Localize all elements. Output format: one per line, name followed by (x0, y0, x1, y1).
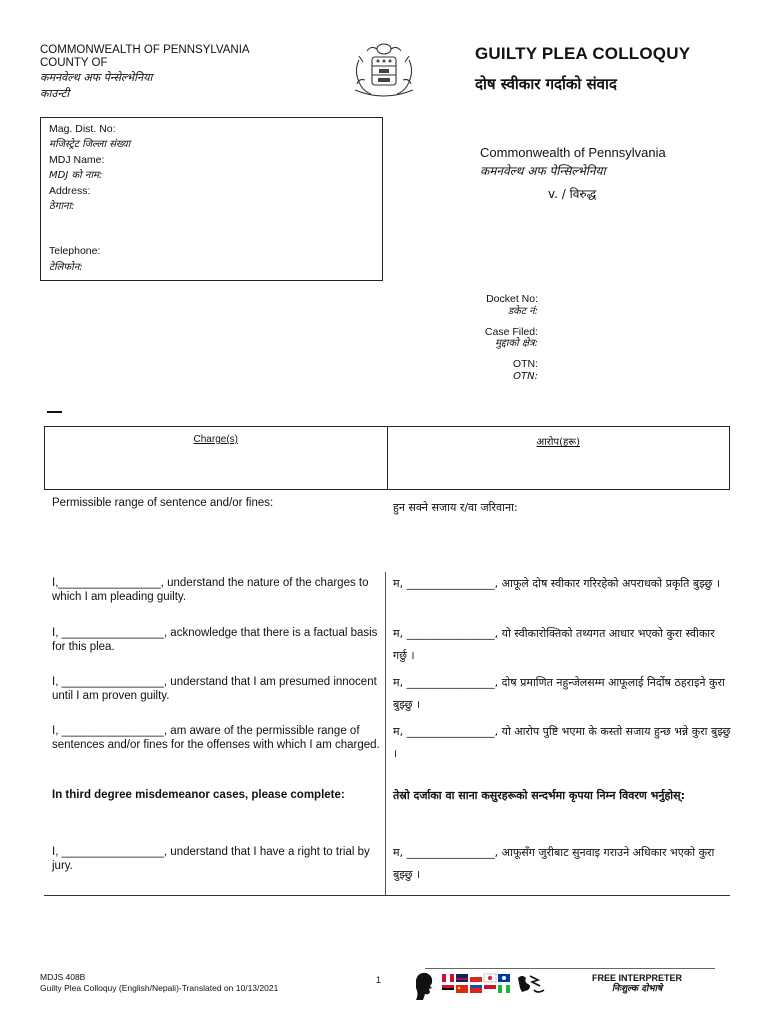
address-label: Address: (49, 184, 91, 197)
docket-label: Docket No: (486, 293, 538, 305)
sentence-range-row (52, 497, 732, 519)
row-text-en: I, ________________, am aware of the permissible range of sentences and/or fines for the offenses with which I am charged. (52, 725, 380, 751)
telephone-label: Telephone: (49, 245, 101, 258)
row-text-np: म, ________________, यो आरोप पुष्टि भएमा के कस्तो सजाय हुन्छ भन्ने कुरा बुझ्छु । (393, 725, 731, 760)
page-number: 1 (376, 975, 382, 985)
row-text-np: तेस्रो दर्जाका वा साना कसुरहरूको सन्दर्भमा कृपया निम्न विवरण भर्नुहोस्: (393, 789, 685, 802)
charges-table (44, 426, 730, 490)
row-text-en: I, ________________, understand that I am presumed innocent until I am proven guilty. (52, 676, 377, 702)
row-text-en: I, ________________, understand that I have a right to trial by jury. (52, 846, 370, 872)
charges-header-np: आरोप(हरू) (387, 427, 730, 489)
statement-row (52, 577, 732, 604)
telephone-label-np: टेलिफोन: (49, 261, 83, 273)
commonwealth-caption: Commonwealth of Pennsylvania (480, 145, 666, 160)
free-interpreter-label (587, 973, 687, 995)
county-label: COUNTY OF (40, 57, 108, 69)
language-flags-icon (410, 970, 565, 1002)
row-text-en: I,________________, understand the nature of the charges to which I am pleading guilty. (52, 577, 369, 603)
row-text-en: I, ________________, acknowledge that there is a factual basis for this plea. (52, 627, 378, 653)
case-filed-label: Case Filed: (484, 325, 538, 338)
row-text-np: म, ________________, यो स्वीकारोक्तिको तथ्यगत आधार भएको कुरा स्वीकार गर्छु । (393, 627, 715, 662)
mdj-name-label: MDJ Name: (49, 153, 105, 166)
row-text-np: म, ________________, दोष प्रमाणित नहुन्जेलसम्म आफूलाई निर्दोष ठहराइने कुरा बुझ्छु । (393, 676, 725, 711)
otn-label: OTN: (512, 358, 538, 371)
footer-rule (425, 968, 715, 969)
county-label-np: काउन्टी (40, 87, 70, 100)
statement-row (52, 676, 732, 716)
mag-dist-label: Mag. Dist. No: (49, 123, 116, 135)
mag-dist-label-np: मजिस्ट्रेट जिल्ला संख्या (49, 139, 131, 151)
address-label-np: ठेगाना: (49, 201, 75, 213)
mdj-name-label-np: MDJ को नाम: (49, 170, 103, 182)
form-id: MDJS 408B (40, 972, 86, 982)
otn-label-np: OTN: (513, 370, 538, 382)
case-filed-label-np: मुद्दाको क्षेत्र: (495, 338, 538, 350)
form-id-block (40, 972, 278, 994)
row-text-np: म, ________________, आफूले दोष स्वीकार गरिरहेको अपराधको प्रकृति बुझ्छु । (393, 577, 721, 590)
docket-label-np: डकेट नं: (507, 305, 538, 317)
misdemeanor-row (52, 789, 732, 807)
commonwealth-label-np: कमनवेल्थ अफ पेन्सेल्भेनिया (40, 71, 153, 84)
mdj-info-box (40, 117, 383, 281)
statement-row (52, 627, 732, 667)
bottom-rule (44, 895, 730, 896)
row-text-np: हुन सक्ने सजाय र/वा जरिवाना: (393, 501, 518, 514)
interpreter-label: FREE INTERPRETER (591, 973, 682, 983)
versus-label: v. / विरुद्ध (548, 187, 597, 201)
page-title-np: दोष स्वीकार गर्दाको संवाद (475, 75, 617, 93)
row-text-en: Permissible range of sentence and/or fines: (52, 497, 274, 509)
case-caption (480, 144, 666, 180)
interpreter-label-np: निःशुल्क दोभाषे (611, 984, 663, 994)
page-title: GUILTY PLEA COLLOQUY (475, 44, 691, 63)
statement-row (52, 725, 732, 765)
commonwealth-label: COMMONWEALTH OF PENNSYLVANIA (40, 44, 250, 56)
court-header (40, 44, 250, 102)
column-divider (385, 572, 386, 895)
commonwealth-caption-np: कमनवेल्थ अफ पेन्सिल्भेनिया (480, 164, 606, 178)
divider-dash (47, 411, 62, 413)
row-text-en: In third degree misdemeanor cases, please complete: (52, 789, 345, 801)
docket-block (485, 293, 538, 384)
pennsylvania-seal-icon (345, 40, 423, 100)
charges-header: Charge(s) (193, 434, 238, 445)
form-description: Guilty Plea Colloquy (English/Nepali)-Translated on 10/13/2021 (40, 983, 279, 993)
row-text-np: म, ________________, आफूसँग जुरीबाट सुनवाइ गराउने अधिकार भएको कुरा बुझ्छु । (393, 846, 715, 881)
statement-row (52, 846, 732, 886)
